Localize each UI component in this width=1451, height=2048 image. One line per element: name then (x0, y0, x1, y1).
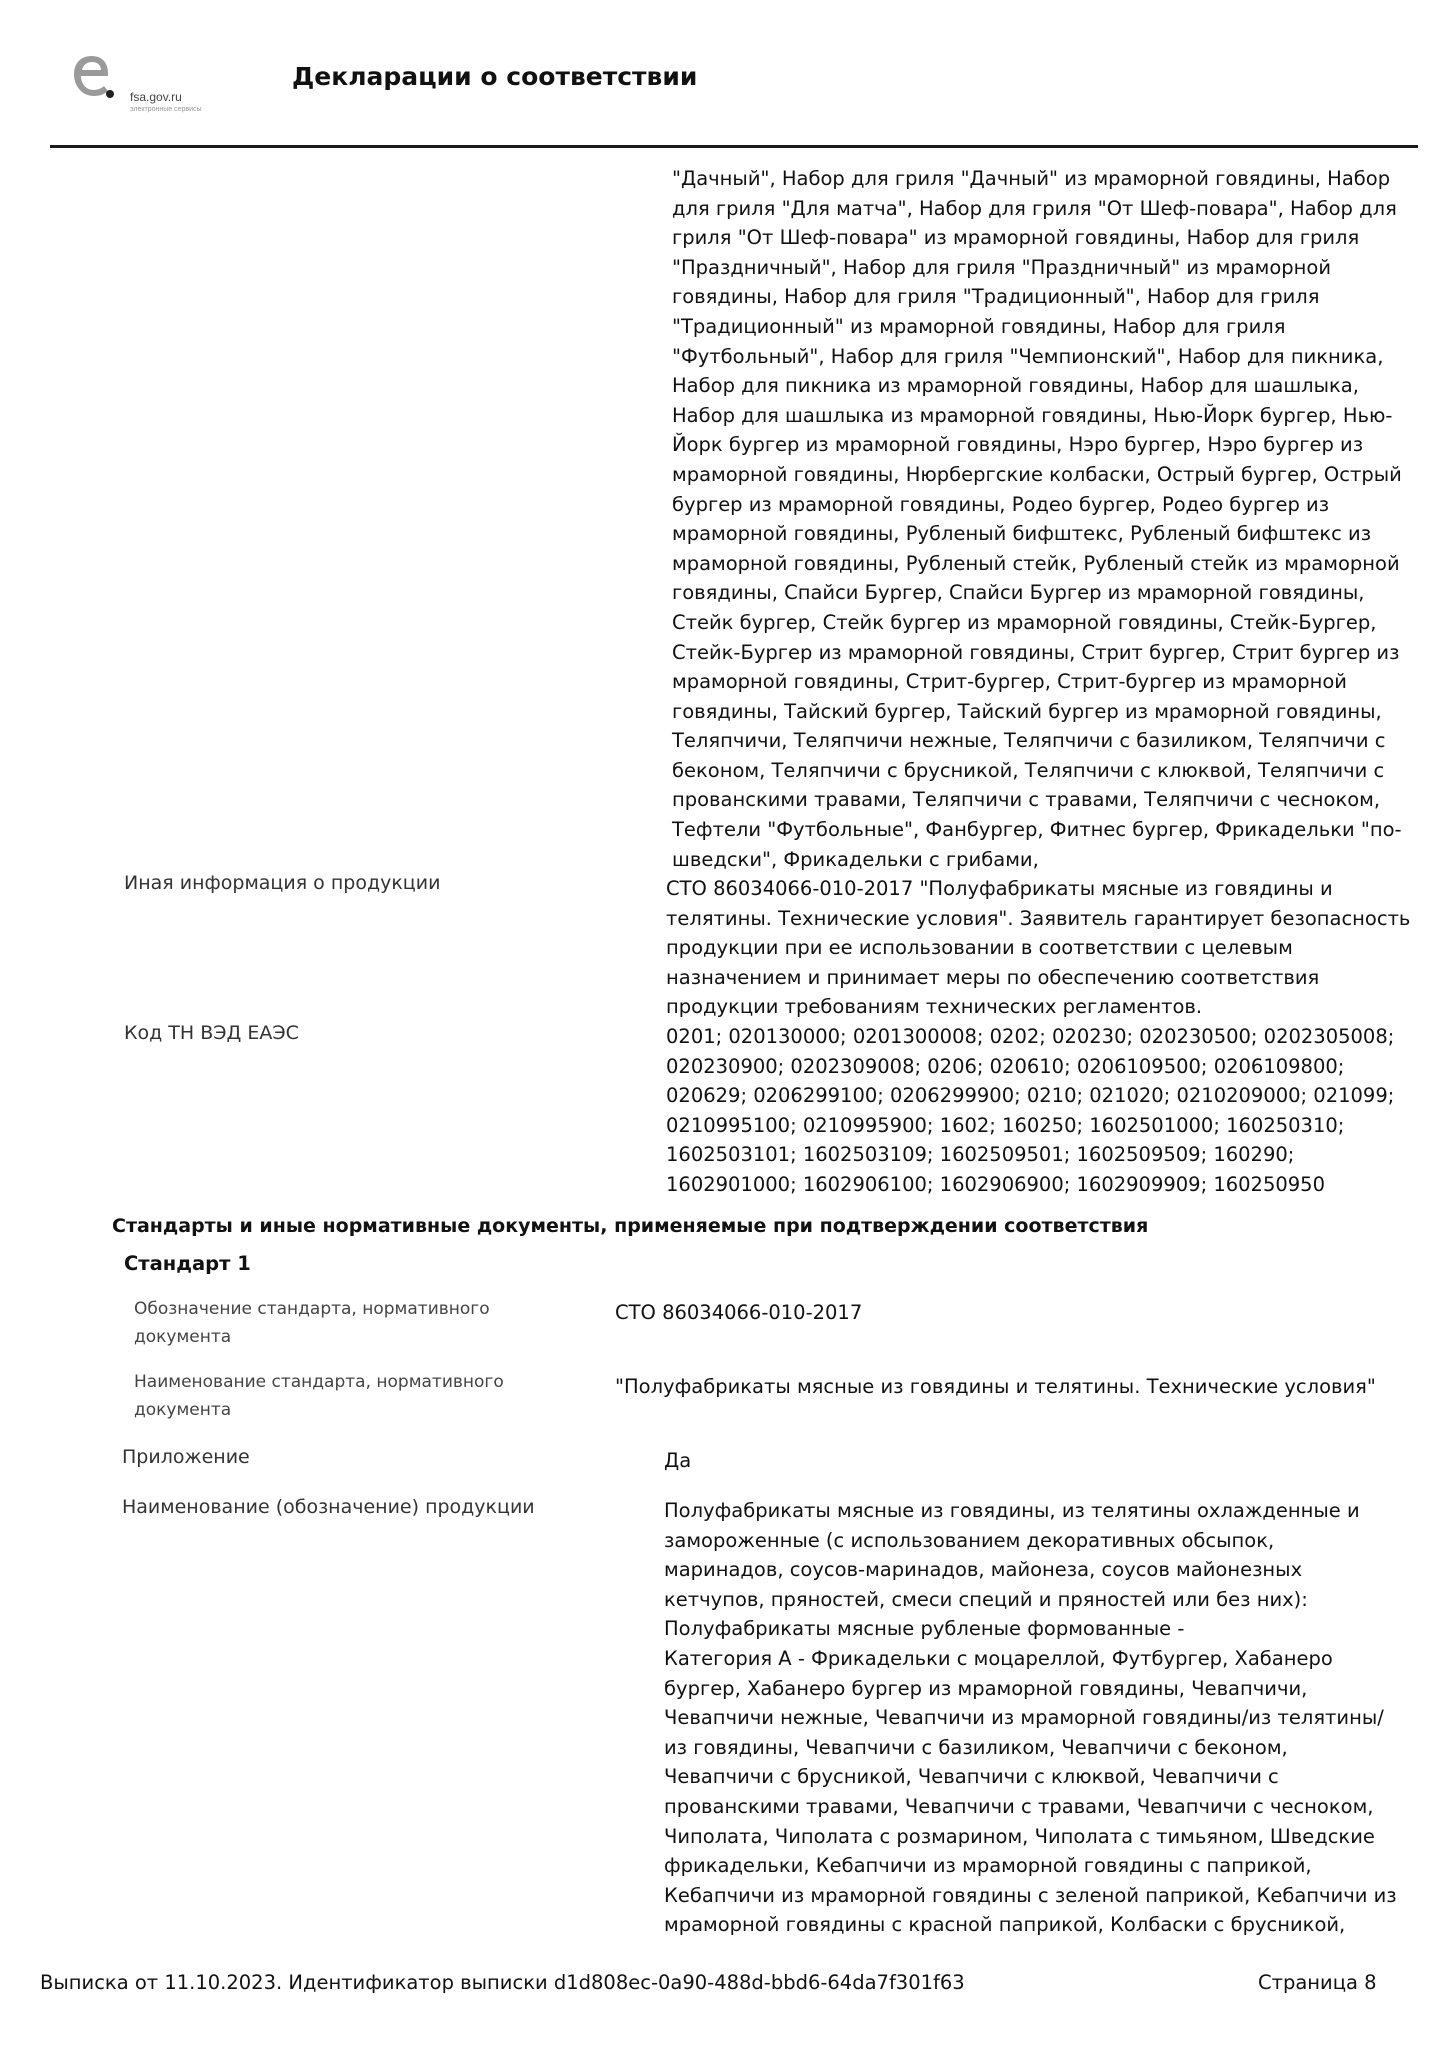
text-line: говядины, Набор для гриля "Традиционный", Набор для гриля (672, 285, 1320, 309)
text-line: СТО 86034066-010-2017 "Полуфабрикаты мясные из говядины и (666, 877, 1333, 900)
text-line: Тефтели "Футбольные", Фанбургер, Фитнес бургер, Фрикадельки "по- (672, 818, 1402, 842)
text-line: 020230900; 0202309008; 0206; 020610; 0206109500; 0206109800; (666, 1054, 1345, 1078)
logo-subtitle: электронные сервисы (130, 106, 202, 113)
text-line: шведски", Фрикадельки с грибами, (672, 847, 1039, 871)
text-line: прованскими травами, Чевапчичи с травами, Чевапчичи с чесноком, (664, 1794, 1374, 1818)
text-line: телятины. Технические условия". Заявитель гарантирует безопасность (666, 906, 1411, 930)
text-line: замороженные (с использованием декоративных обсыпок, (664, 1528, 1275, 1552)
text-line: Чевапчичи с брусникой, Чевапчичи с клюквой, Чевапчичи с (664, 1765, 1279, 1789)
extract-identifier: Выписка от 11.10.2023. Идентификатор выписки d1d808ec-0a90-488d-bbd6-64da7f301f63 (40, 1971, 965, 1994)
text-line: Полуфабрикаты мясные из говядины, из телятины охлажденные и (664, 1499, 1360, 1522)
text-line: мраморной говядины, Рубленый стейк, Рубленый стейк из мраморной (672, 551, 1400, 575)
text-line: мраморной говядины с красной паприкой, Колбаски с брусникой, (664, 1913, 1346, 1937)
text-line: 0210995100; 0210995900; 1602; 160250; 1602501000; 160250310; (666, 1113, 1345, 1137)
text-line: назначением и принимает меры по обеспечению соответствия (666, 965, 1320, 989)
text-line: мраморной говядины, Нюрбергские колбаски, Острый бургер, Острый (672, 462, 1402, 486)
text-line: "Дачный", Набор для гриля "Дачный" из мраморной говядины, Набор (672, 167, 1391, 190)
text-line: "Футбольный", Набор для гриля "Чемпионский", Набор для пикника, (672, 344, 1384, 368)
text-line: для гриля "Для матча", Набор для гриля "От Шеф-повара", Набор для (672, 196, 1397, 220)
text-line: Йорк бургер из мраморной говядины, Нэро бургер, Нэро бургер из (672, 433, 1364, 457)
product-name-value (664, 1496, 1397, 1940)
product-list-continuation (672, 164, 1402, 874)
text-line: 0201; 020130000; 0201300008; 0202; 020230; 020230500; 0202305008; (666, 1025, 1395, 1048)
text-line: продукции при ее использовании в соответствии с целевым (666, 936, 1293, 960)
text-line: Набор для шашлыка из мраморной говядины, Нью-Йорк бургер, Нью- (672, 403, 1393, 427)
page-number: Страница 8 (1258, 1971, 1377, 1994)
text-line: Стейк бургер, Стейк бургер из мраморной говядины, Стейк-Бургер, (672, 610, 1377, 634)
text-line: бургер, Хабанеро бургер из мраморной говядины, Чевапчичи, (664, 1676, 1308, 1700)
text-line: 1602901000; 1602906100; 1602906900; 1602909909; 160250950 (666, 1172, 1325, 1196)
logo-text: fsa.gov.ru (130, 90, 182, 104)
text-line: фрикадельки, Кебапчичи из мраморной говядины с паприкой, (664, 1854, 1312, 1878)
text-line: из говядины, Чевапчичи с базиликом, Чевапчичи с беконом, (664, 1735, 1288, 1759)
text-line: Категория А - Фрикадельки с моцареллой, Футбургер, Хабанеро (664, 1646, 1333, 1670)
page-title: Декларации о соответствии (292, 62, 698, 91)
header-divider (50, 145, 1418, 148)
text-line: гриля "От Шеф-повара" из мраморной говядины, Набор для гриля (672, 226, 1360, 250)
other-info-value (666, 874, 1410, 1022)
text-line: 1602503101; 1602503109; 1602509501; 1602509509; 160290; (666, 1143, 1295, 1167)
standards-heading: Стандарты и иные нормативные документы, применяемые при подтверждении соответствия (112, 1215, 1149, 1237)
other-info-label: Иная информация о продукции (124, 872, 441, 894)
text-line: маринадов, соусов-маринадов, майонеза, соусов майонезных (664, 1558, 1303, 1582)
standard-1-heading: Стандарт 1 (124, 1252, 251, 1275)
text-line: прованскими травами, Теляпчичи с травами, Теляпчичи с чесноком, (672, 788, 1381, 812)
text-line: "Традиционный" из мраморной говядины, Набор для гриля (672, 314, 1286, 338)
text-line: Стейк-Бургер из мраморной говядины, Стрит бургер, Стрит бургер из (672, 640, 1400, 664)
text-line: продукции требованиям технических регламентов. (666, 995, 1203, 1019)
designation-label (134, 1295, 490, 1351)
text-line: Кебапчичи из мраморной говядины с зеленой паприкой, Кебапчичи из (664, 1883, 1397, 1907)
standard-name-label-line-1: Наименование стандарта, нормативного (134, 1372, 504, 1392)
designation-value: СТО 86034066-010-2017 (615, 1301, 863, 1324)
text-line: Теляпчичи, Теляпчичи нежные, Теляпчичи с базиликом, Теляпчичи с (672, 729, 1386, 753)
fsa-logo (70, 52, 210, 112)
tnved-label: Код ТН ВЭД ЕАЭС (124, 1022, 299, 1044)
appendix-value: Да (664, 1449, 692, 1472)
designation-label-line-1: Обозначение стандарта, нормативного (134, 1299, 490, 1319)
text-line: говядины, Тайский бургер, Тайский бургер из мраморной говядины, (672, 699, 1382, 723)
text-line: Чиполата, Чиполата с розмарином, Чиполата с тимьяном, Шведские (664, 1824, 1375, 1848)
product-name-label: Наименование (обозначение) продукции (122, 1496, 535, 1518)
text-line: Полуфабрикаты мясные рубленые формованные - (664, 1617, 1185, 1641)
text-line: говядины, Спайси Бургер, Спайси Бургер из мраморной говядины, (672, 581, 1365, 605)
fsa-logo-icon (70, 52, 114, 100)
text-line: кетчупов, пряностей, смеси специй и пряностей или без них): (664, 1587, 1308, 1611)
text-line: беконом, Теляпчичи с брусникой, Теляпчичи с клюквой, Теляпчичи с (672, 758, 1385, 782)
standard-name-value: "Полуфабрикаты мясные из говядины и телятины. Технические условия" (615, 1375, 1376, 1398)
text-line: мраморной говядины, Стрит-бургер, Стрит-бургер из мраморной (672, 670, 1347, 694)
text-line: Чевапчичи нежные, Чевапчичи из мраморной говядины/из телятины/ (664, 1706, 1384, 1730)
tnved-codes (666, 1022, 1394, 1200)
appendix-label: Приложение (122, 1446, 250, 1468)
text-line: 020629; 0206299100; 0206299900; 0210; 021020; 0210209000; 021099; (666, 1084, 1395, 1108)
text-line: "Праздничный", Набор для гриля "Праздничный" из мраморной (672, 255, 1332, 279)
text-line: Набор для пикника из мраморной говядины, Набор для шашлыка, (672, 374, 1359, 398)
standard-name-label-line-2: документа (134, 1400, 232, 1420)
text-line: бургер из мраморной говядины, Родео бургер, Родео бургер из (672, 492, 1330, 516)
designation-label-line-2: документа (134, 1327, 232, 1347)
standard-name-label (134, 1368, 504, 1424)
text-line: мраморной говядины, Рубленый бифштекс, Рубленый бифштекс из (672, 522, 1372, 546)
